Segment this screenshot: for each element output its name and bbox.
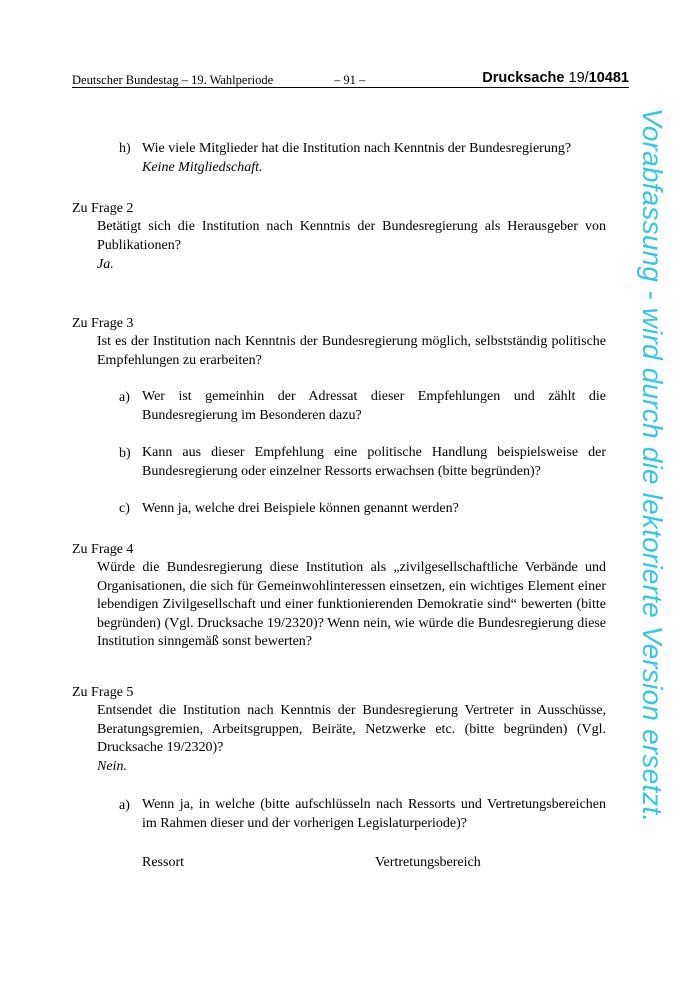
q3a-label: a) (119, 390, 130, 405)
column-ressort: Ressort (142, 855, 184, 870)
header-page-number: – 91 – (334, 73, 366, 87)
q3c-label: c) (119, 501, 130, 516)
q5-text: Entsendet die Institution nach Kenntnis der Bundesregierung Vertreter in Ausschüsse, Beratungsgremien, Arbeitsgruppen, Beiräte, Netzwerke etc. (bitte begründen) (Vgl. Drucksache 19/2320)? (97, 703, 606, 755)
q2-text: Betätigt sich die Institution nach Kenntnis der Bundesregierung als Herausgeber von Publikationen? (97, 219, 606, 253)
header-parliament: Deutscher Bundestag – 19. Wahlperiode (72, 73, 274, 87)
doc-number: 10481 (588, 70, 629, 86)
q3c-text: Wenn ja, welche drei Beispiele können genannt werden? (142, 501, 459, 516)
doc-label: Drucksache (482, 70, 565, 86)
header-doc-id (482, 70, 629, 86)
q3b-label: b) (119, 446, 131, 461)
q2-answer: Ja. (97, 257, 114, 272)
header-rule (72, 87, 629, 88)
h-label: h) (119, 141, 131, 156)
h-answer: Keine Mitgliedschaft. (142, 160, 263, 175)
q3b-text: Kann aus dieser Empfehlung eine politische Handlung beispielsweise der Bundesregierung oder einzelner Ressorts erwachsen (bitte begründen)? (142, 445, 606, 479)
h-question: Wie viele Mitglieder hat die Institution nach Kenntnis der Bundesregierung? (142, 141, 572, 156)
q3a-text: Wer ist gemeinhin der Adressat dieser Empfehlungen und zählt die Bundesregierung im Besonderen dazu? (142, 389, 606, 423)
column-vertretungsbereich: Vertretungsbereich (375, 855, 481, 870)
q4-heading: Zu Frage 4 (72, 542, 134, 557)
doc-number-prefix: 19/ (568, 70, 589, 86)
q5a-label: a) (119, 798, 130, 813)
q5-answer: Nein. (97, 759, 127, 774)
q4-text: Würde die Bundesregierung diese Institution als „zivilgesellschaftliche Verbände und Organisationen, die sich für Gemeinwohlinteressen einsetzen, ein wichtiges Element einer lebendigen Zivilgesellschaft und einer funktionierenden Demokratie sind“ bewerten (bitte begründen) (Vgl. Drucksache 19/2320)? Wenn nein, wie würde die Bundesregierung diese Institution sinngemäß sonst bewerten? (97, 560, 606, 649)
q2-heading: Zu Frage 2 (72, 201, 134, 216)
watermark-text: Vorabfassung - wird durch die lektorierte Version ersetzt. (637, 108, 668, 823)
q5a-text: Wenn ja, in welche (bitte aufschlüsseln nach Ressorts und Vertretungsbereichen im Rahmen dieser und der vorherigen Legislaturperiode)? (142, 797, 606, 831)
q3-heading: Zu Frage 3 (72, 316, 134, 331)
q5-heading: Zu Frage 5 (72, 685, 134, 700)
q3-text: Ist es der Institution nach Kenntnis der Bundesregierung möglich, selbstständig politische Empfehlungen zu erarbeiten? (97, 334, 606, 368)
page-header (72, 70, 629, 88)
